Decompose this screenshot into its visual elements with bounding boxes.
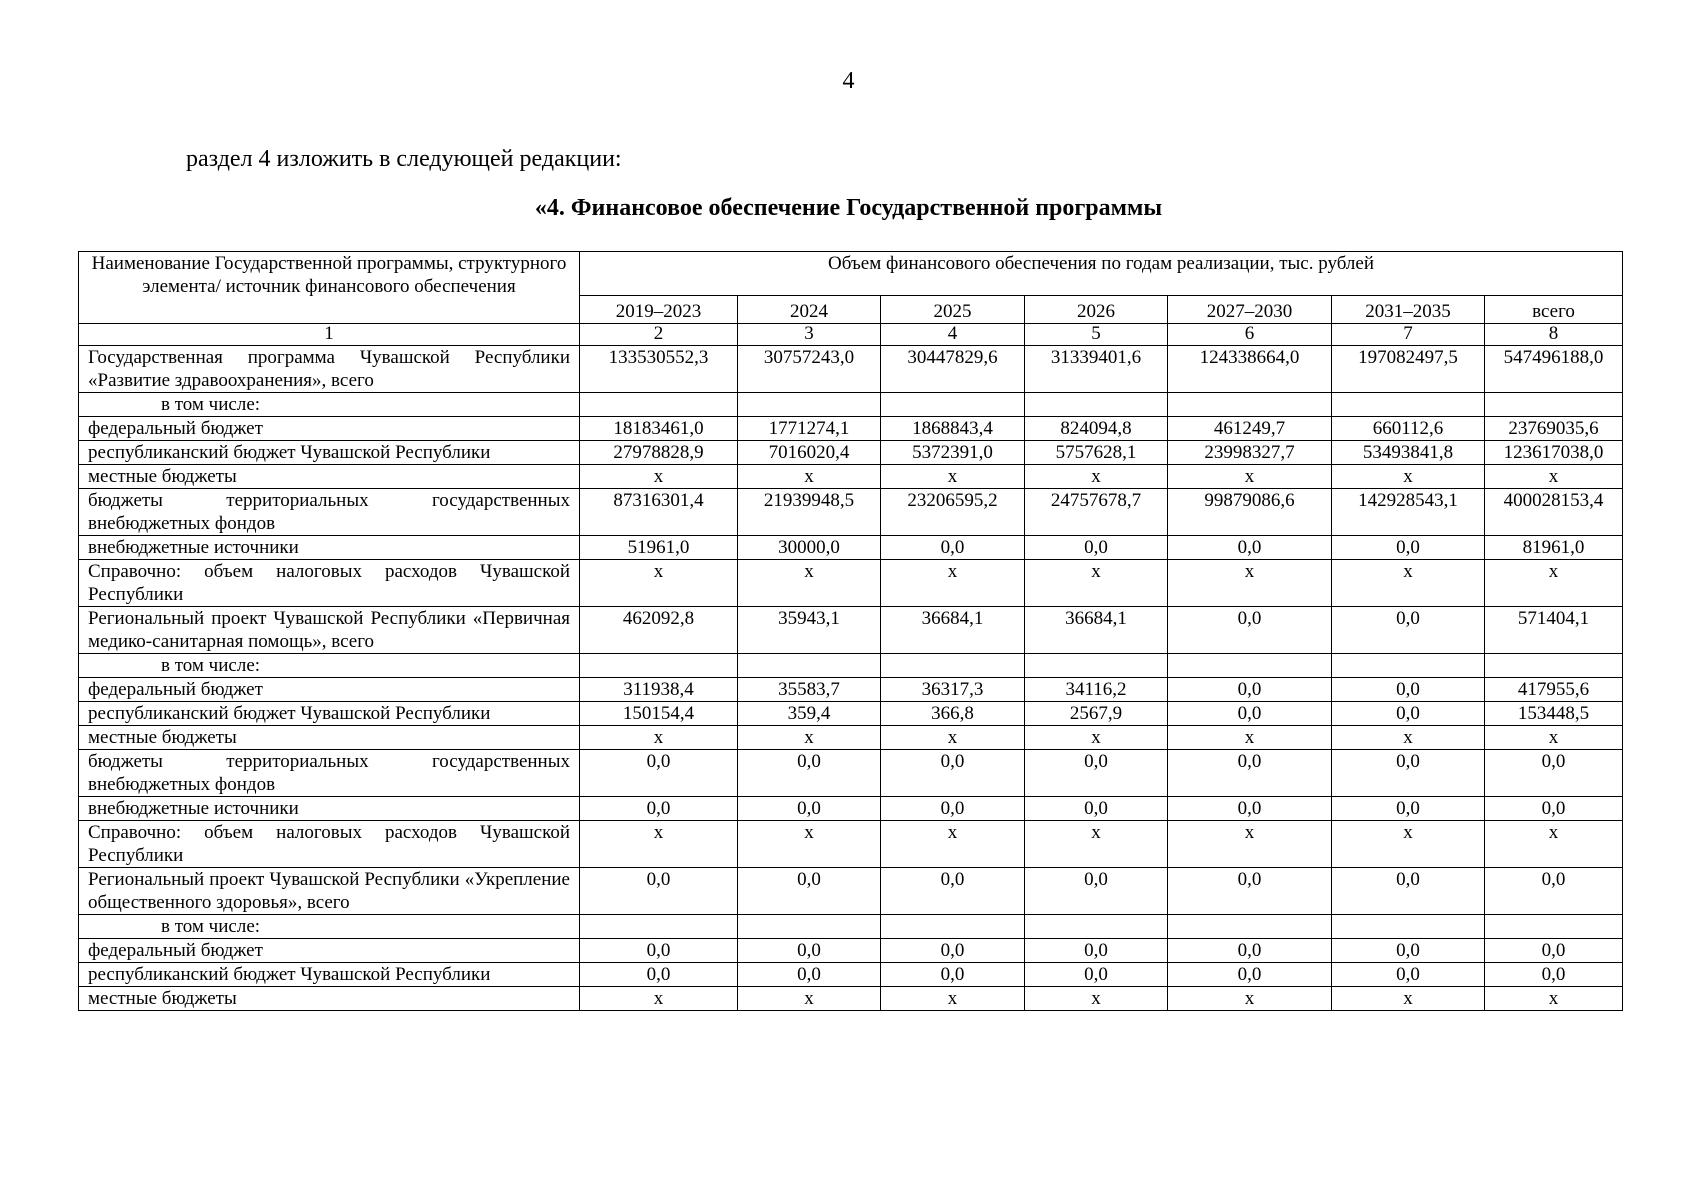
value-cell: 0,0 xyxy=(1332,678,1485,702)
row-label-cell: в том числе: xyxy=(79,915,580,939)
table-row xyxy=(79,393,1623,417)
header-period-cell: 2024 xyxy=(738,296,881,324)
value-cell: 124338664,0 xyxy=(1168,346,1332,393)
row-label-cell: республиканский бюджет Чувашской Республики xyxy=(79,963,580,987)
value-cell: 30757243,0 xyxy=(738,346,881,393)
value-cell: x xyxy=(881,726,1025,750)
value-cell: 0,0 xyxy=(738,750,881,797)
row-label-cell: Региональный проект Чувашской Республики «Первичная медико-санитарная помощь», всего xyxy=(79,607,580,654)
value-cell: 35943,1 xyxy=(738,607,881,654)
value-cell: 0,0 xyxy=(580,750,738,797)
value-cell: 30447829,6 xyxy=(881,346,1025,393)
table-row xyxy=(79,654,1623,678)
value-cell xyxy=(1168,393,1332,417)
value-cell: 2567,9 xyxy=(1025,702,1168,726)
column-number-cell: 5 xyxy=(1025,324,1168,346)
value-cell xyxy=(881,654,1025,678)
intro-text: раздел 4 изложить в следующей редакции: xyxy=(186,146,622,172)
value-cell: 31339401,6 xyxy=(1025,346,1168,393)
value-cell: 400028153,4 xyxy=(1485,489,1623,536)
header-name-cell: Наименование Государственной программы, структурного элемента/ источник финансового обеспечения xyxy=(79,252,580,324)
value-cell xyxy=(1332,654,1485,678)
value-cell: 0,0 xyxy=(738,939,881,963)
value-cell: 0,0 xyxy=(881,536,1025,560)
value-cell: 461249,7 xyxy=(1168,417,1332,441)
value-cell: 0,0 xyxy=(1485,797,1623,821)
value-cell: x xyxy=(1025,465,1168,489)
row-label-cell: в том числе: xyxy=(79,393,580,417)
value-cell: 0,0 xyxy=(738,868,881,915)
value-cell: x xyxy=(1485,726,1623,750)
value-cell: x xyxy=(881,465,1025,489)
table-row xyxy=(79,489,1623,536)
value-cell: x xyxy=(881,560,1025,607)
value-cell: x xyxy=(1332,987,1485,1011)
value-cell xyxy=(1025,654,1168,678)
value-cell: 5372391,0 xyxy=(881,441,1025,465)
header-row-group xyxy=(79,252,1623,296)
value-cell: 150154,4 xyxy=(580,702,738,726)
value-cell: 153448,5 xyxy=(1485,702,1623,726)
row-label-cell: федеральный бюджет xyxy=(79,678,580,702)
header-period-cell: 2026 xyxy=(1025,296,1168,324)
value-cell: x xyxy=(1025,821,1168,868)
value-cell: x xyxy=(1485,560,1623,607)
value-cell: 462092,8 xyxy=(580,607,738,654)
value-cell: 0,0 xyxy=(1168,750,1332,797)
value-cell: x xyxy=(580,465,738,489)
column-number-cell: 8 xyxy=(1485,324,1623,346)
value-cell xyxy=(580,393,738,417)
value-cell: 0,0 xyxy=(1168,963,1332,987)
value-cell: x xyxy=(1168,465,1332,489)
value-cell: 0,0 xyxy=(1168,939,1332,963)
row-label-cell: республиканский бюджет Чувашской Республики xyxy=(79,441,580,465)
value-cell: x xyxy=(580,560,738,607)
row-label-cell: федеральный бюджет xyxy=(79,939,580,963)
value-cell xyxy=(1025,393,1168,417)
value-cell: x xyxy=(1332,821,1485,868)
value-cell xyxy=(1168,654,1332,678)
value-cell: x xyxy=(1168,726,1332,750)
value-cell: x xyxy=(1025,987,1168,1011)
value-cell: x xyxy=(1168,821,1332,868)
value-cell: x xyxy=(738,560,881,607)
table-row xyxy=(79,702,1623,726)
value-cell: x xyxy=(1485,987,1623,1011)
value-cell: 34116,2 xyxy=(1025,678,1168,702)
value-cell: 0,0 xyxy=(580,868,738,915)
value-cell: 0,0 xyxy=(580,963,738,987)
value-cell: 1771274,1 xyxy=(738,417,881,441)
table-row xyxy=(79,750,1623,797)
value-cell: 1868843,4 xyxy=(881,417,1025,441)
value-cell: 23769035,6 xyxy=(1485,417,1623,441)
value-cell xyxy=(738,393,881,417)
value-cell: 0,0 xyxy=(1332,868,1485,915)
value-cell: x xyxy=(1332,560,1485,607)
value-cell: 0,0 xyxy=(1332,536,1485,560)
value-cell: 0,0 xyxy=(1025,750,1168,797)
value-cell: x xyxy=(1485,465,1623,489)
column-number-cell: 2 xyxy=(580,324,738,346)
value-cell: 366,8 xyxy=(881,702,1025,726)
column-number-cell: 1 xyxy=(79,324,580,346)
value-cell: 0,0 xyxy=(580,939,738,963)
value-cell: x xyxy=(738,987,881,1011)
value-cell: 0,0 xyxy=(1485,750,1623,797)
value-cell: 36684,1 xyxy=(881,607,1025,654)
table-body xyxy=(79,252,1623,1011)
value-cell: 0,0 xyxy=(738,963,881,987)
value-cell: 0,0 xyxy=(1025,939,1168,963)
value-cell: x xyxy=(1485,821,1623,868)
header-period-cell: 2031–2035 xyxy=(1332,296,1485,324)
value-cell: 417955,6 xyxy=(1485,678,1623,702)
value-cell: 7016020,4 xyxy=(738,441,881,465)
table-row xyxy=(79,797,1623,821)
value-cell: 0,0 xyxy=(1168,678,1332,702)
table-row xyxy=(79,963,1623,987)
value-cell xyxy=(1332,393,1485,417)
table-row xyxy=(79,607,1623,654)
table-row xyxy=(79,915,1623,939)
table-row xyxy=(79,726,1623,750)
value-cell: 197082497,5 xyxy=(1332,346,1485,393)
row-label-cell: местные бюджеты xyxy=(79,726,580,750)
value-cell: 0,0 xyxy=(1485,963,1623,987)
value-cell: 0,0 xyxy=(1025,536,1168,560)
value-cell xyxy=(1332,915,1485,939)
row-label-cell: Справочно: объем налоговых расходов Чувашской Республики xyxy=(79,560,580,607)
value-cell: x xyxy=(738,821,881,868)
column-number-cell: 4 xyxy=(881,324,1025,346)
value-cell xyxy=(1025,915,1168,939)
table-row xyxy=(79,987,1623,1011)
value-cell xyxy=(738,654,881,678)
value-cell: 0,0 xyxy=(1485,939,1623,963)
value-cell: x xyxy=(1025,560,1168,607)
column-number-cell: 3 xyxy=(738,324,881,346)
value-cell: 824094,8 xyxy=(1025,417,1168,441)
row-label-cell: местные бюджеты xyxy=(79,987,580,1011)
value-cell: 0,0 xyxy=(1332,963,1485,987)
value-cell: 18183461,0 xyxy=(580,417,738,441)
value-cell: x xyxy=(1025,726,1168,750)
value-cell: 23998327,7 xyxy=(1168,441,1332,465)
value-cell: 0,0 xyxy=(1025,868,1168,915)
value-cell: x xyxy=(580,987,738,1011)
value-cell: 0,0 xyxy=(1168,702,1332,726)
table-row xyxy=(79,536,1623,560)
value-cell: 0,0 xyxy=(1332,939,1485,963)
value-cell xyxy=(580,654,738,678)
value-cell xyxy=(881,393,1025,417)
value-cell xyxy=(738,915,881,939)
value-cell: 35583,7 xyxy=(738,678,881,702)
value-cell: 0,0 xyxy=(1025,797,1168,821)
header-period-cell: 2019–2023 xyxy=(580,296,738,324)
financing-table xyxy=(78,251,1623,1011)
value-cell: 0,0 xyxy=(1168,868,1332,915)
value-cell: x xyxy=(1168,987,1332,1011)
table-row xyxy=(79,868,1623,915)
value-cell: 0,0 xyxy=(881,868,1025,915)
value-cell: 36684,1 xyxy=(1025,607,1168,654)
value-cell: 0,0 xyxy=(1025,963,1168,987)
value-cell: 5757628,1 xyxy=(1025,441,1168,465)
row-label-cell: в том числе: xyxy=(79,654,580,678)
value-cell: x xyxy=(580,726,738,750)
value-cell: 547496188,0 xyxy=(1485,346,1623,393)
value-cell: 87316301,4 xyxy=(580,489,738,536)
value-cell: 0,0 xyxy=(1332,607,1485,654)
value-cell xyxy=(1485,654,1623,678)
value-cell: 0,0 xyxy=(738,797,881,821)
header-period-cell: 2025 xyxy=(881,296,1025,324)
value-cell: x xyxy=(1332,726,1485,750)
page-number: 4 xyxy=(842,68,855,94)
value-cell: 30000,0 xyxy=(738,536,881,560)
header-row-numbers xyxy=(79,324,1623,346)
value-cell: 21939948,5 xyxy=(738,489,881,536)
section-title: «4. Финансовое обеспечение Государственной программы xyxy=(534,195,1163,221)
table-row xyxy=(79,560,1623,607)
table-row xyxy=(79,465,1623,489)
value-cell: 99879086,6 xyxy=(1168,489,1332,536)
row-label-cell: бюджеты территориальных государственных внебюджетных фондов xyxy=(79,489,580,536)
value-cell: 0,0 xyxy=(881,750,1025,797)
value-cell: 0,0 xyxy=(1485,868,1623,915)
table-row xyxy=(79,939,1623,963)
value-cell xyxy=(1485,393,1623,417)
value-cell: 0,0 xyxy=(580,797,738,821)
row-label-cell: Региональный проект Чувашской Республики «Укрепление общественного здоровья», всего xyxy=(79,868,580,915)
value-cell: 0,0 xyxy=(881,963,1025,987)
value-cell: 660112,6 xyxy=(1332,417,1485,441)
row-label-cell: местные бюджеты xyxy=(79,465,580,489)
table-row xyxy=(79,821,1623,868)
value-cell: 133530552,3 xyxy=(580,346,738,393)
value-cell xyxy=(580,915,738,939)
value-cell: 0,0 xyxy=(1168,536,1332,560)
row-label-cell: бюджеты территориальных государственных внебюджетных фондов xyxy=(79,750,580,797)
table-row xyxy=(79,441,1623,465)
value-cell: 0,0 xyxy=(1332,750,1485,797)
value-cell: 51961,0 xyxy=(580,536,738,560)
value-cell: 36317,3 xyxy=(881,678,1025,702)
value-cell xyxy=(1168,915,1332,939)
row-label-cell: федеральный бюджет xyxy=(79,417,580,441)
row-label-cell: республиканский бюджет Чувашской Республики xyxy=(79,702,580,726)
value-cell: 81961,0 xyxy=(1485,536,1623,560)
header-period-cell: 2027–2030 xyxy=(1168,296,1332,324)
value-cell: 0,0 xyxy=(881,797,1025,821)
value-cell: x xyxy=(1168,560,1332,607)
table-row xyxy=(79,346,1623,393)
value-cell: x xyxy=(1332,465,1485,489)
value-cell: 24757678,7 xyxy=(1025,489,1168,536)
value-cell: 0,0 xyxy=(1168,797,1332,821)
column-number-cell: 7 xyxy=(1332,324,1485,346)
header-period-cell: всего xyxy=(1485,296,1623,324)
value-cell: 23206595,2 xyxy=(881,489,1025,536)
header-group-cell: Объем финансового обеспечения по годам реализации, тыс. рублей xyxy=(580,252,1623,296)
value-cell: 0,0 xyxy=(1332,702,1485,726)
row-label-cell: внебюджетные источники xyxy=(79,536,580,560)
value-cell: x xyxy=(881,987,1025,1011)
value-cell: x xyxy=(738,726,881,750)
value-cell: 0,0 xyxy=(1168,607,1332,654)
value-cell: 311938,4 xyxy=(580,678,738,702)
value-cell: x xyxy=(580,821,738,868)
value-cell: 53493841,8 xyxy=(1332,441,1485,465)
value-cell: 0,0 xyxy=(1332,797,1485,821)
row-label-cell: внебюджетные источники xyxy=(79,797,580,821)
value-cell xyxy=(1485,915,1623,939)
table-row xyxy=(79,417,1623,441)
row-label-cell: Государственная программа Чувашской Республики «Развитие здравоохранения», всего xyxy=(79,346,580,393)
value-cell: 123617038,0 xyxy=(1485,441,1623,465)
table-row xyxy=(79,678,1623,702)
row-label-cell: Справочно: объем налоговых расходов Чувашской Республики xyxy=(79,821,580,868)
value-cell: x xyxy=(881,821,1025,868)
value-cell: 142928543,1 xyxy=(1332,489,1485,536)
value-cell: 27978828,9 xyxy=(580,441,738,465)
value-cell: 0,0 xyxy=(881,939,1025,963)
value-cell xyxy=(881,915,1025,939)
value-cell: 571404,1 xyxy=(1485,607,1623,654)
value-cell: x xyxy=(738,465,881,489)
value-cell: 359,4 xyxy=(738,702,881,726)
column-number-cell: 6 xyxy=(1168,324,1332,346)
